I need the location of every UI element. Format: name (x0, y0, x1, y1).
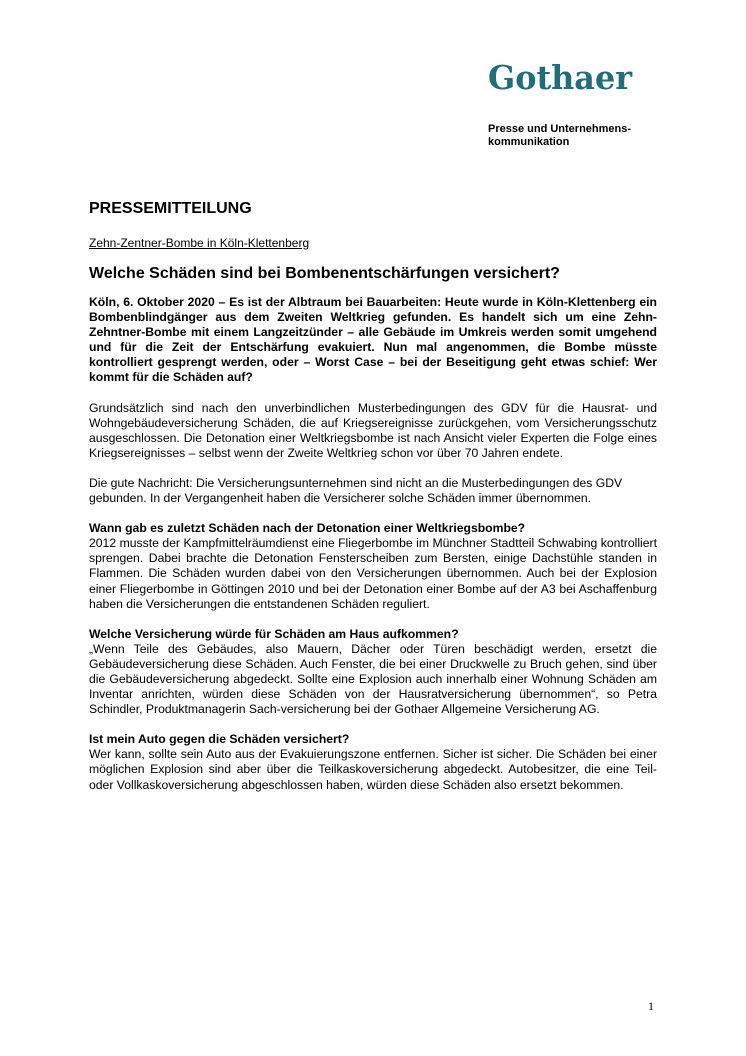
headline: Welche Schäden sind bei Bombenentschärfungen versichert? (89, 265, 560, 282)
section-body: Wer kann, sollte sein Auto aus der Evakuierungszone entfernen. Sicher ist sicher. Die Schäden bei einer möglichen Explosion sind aber über die Teilkaskoversicherung abgedeckt. Autobesitzer, die eine Teil- oder Vollkaskoversicherung abgeschlossen haben, würden diese Schäden also ersetzt bekommen. (89, 747, 657, 792)
gothaer-logo (488, 58, 634, 98)
section-body: „Wenn Teile des Gebäudes, also Mauern, Dächer oder Türen beschädigt werden, ersetzt die Gebäudeversicherung diese Schäden. Auch Fenster, die bei einer Druckwelle zu Bruch gehen, sind über die Gebäudeversicherung abgedeckt. Sollte eine Explosion auch innerhalb einer Wohnung Schäden am Inventar anrichten, würden diese Schäden von der Hausratversicherung übernommen“, so Petra Schindler, Produktmanagerin Sach-versicherung bei der Gothaer Allgemeine Versicherung AG. (89, 641, 657, 717)
document-type-title: PRESSEMITTEILUNG (89, 200, 252, 217)
department-line-1: Presse und Unternehmens- (488, 123, 632, 135)
section-heading: Ist mein Auto gegen die Schäden versichert? (89, 732, 350, 747)
section-house-insurance (89, 627, 657, 718)
body-paragraph-2: Die gute Nachricht: Die Versicherungsunternehmen sind nicht an die Musterbedingungen des GDV gebunden. In der Vergangenheit haben die Versicherer solche Schäden immer übernommen. (89, 475, 623, 506)
svg-text:Gothaer: Gothaer (488, 58, 633, 97)
department-line-2: kommunikation (488, 136, 570, 148)
kicker-line: Zehn-Zentner-Bombe in Köln-Klettenberg (89, 236, 310, 250)
gothaer-logo-wordmark (488, 58, 634, 98)
press-release-body (89, 200, 657, 793)
lead-paragraph: Köln, 6. Oktober 2020 – Es ist der Albtraum bei Bauarbeiten: Heute wurde in Köln-Klettenberg ein Bombenblindgänger aus dem Zweiten Weltkrieg gefunden. Es handelt sich um eine Zehn-Zehntner-Bombe mit einem Langzeitzünder – alle Gebäude im Umkreis werden somit umgehend und für die Zeit der Entschärfung evakuiert. Nun mal angenommen, die Bombe müsste kontrolliert gesprengt werden, oder – Worst Case – bei der Beseitigung geht etwas schief: Wer kommt für die Schäden auf? (89, 295, 657, 385)
section-last-detonation (89, 521, 657, 612)
section-heading: Welche Versicherung würde für Schäden am Haus aufkommen? (89, 626, 459, 641)
body-paragraph-1: Grundsätzlich sind nach den unverbindlichen Musterbedingungen des GDV für die Hausrat- und Wohngebäudeversicherung Schäden, die auf Kriegsereignisse zurückgehen, vom Versicherungsschutz ausgeschlossen. Die Detonation einer Weltkriegsbombe ist nach Ansicht vieler Experten die Folge eines Kriegsereignisses – selbst wenn der Zweite Weltkrieg schon vor über 70 Jahren endete. (89, 400, 657, 460)
section-car-insurance (89, 732, 657, 792)
page-number: 1 (648, 999, 654, 1013)
department-label (488, 123, 688, 149)
section-heading: Wann gab es zuletzt Schäden nach der Detonation einer Weltkriegsbombe? (89, 521, 526, 536)
section-body: 2012 musste der Kampfmittelräumdienst eine Fliegerbombe im Münchner Stadtteil Schwabing kontrolliert sprengen. Dabei brachte die Detonation Fensterscheiben zum Bersten, einige Dachstühle standen in Flammen. Die Schäden wurden dabei von den Versicherungen übernommen. Auch bei der Explosion einer Fliegerbombe in Göttingen 2010 und bei der Detonation einer Bombe auf der A3 bei Aschaffenburg haben die Versicherungen die entstandenen Schäden reguliert. (89, 536, 657, 611)
